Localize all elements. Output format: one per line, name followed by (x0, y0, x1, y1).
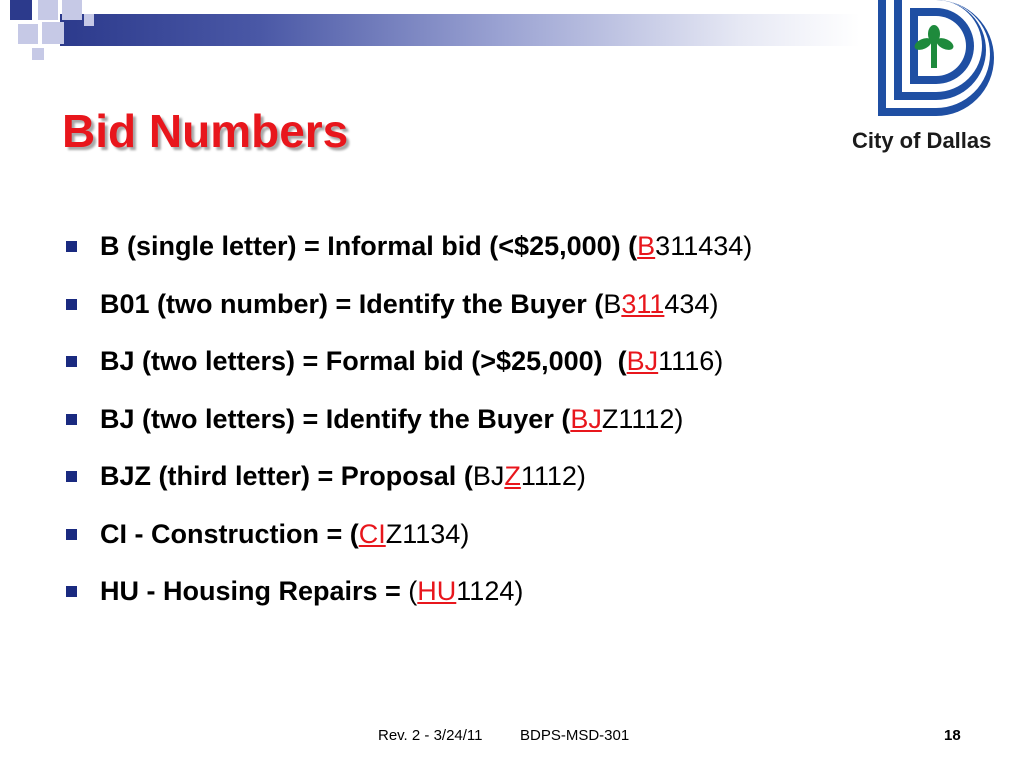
example-highlight: Z (504, 461, 521, 491)
example-suffix: 1112 (520, 461, 577, 491)
bullet-item (62, 284, 962, 342)
example-highlight: HU (417, 576, 457, 606)
paren-open: ( (602, 346, 627, 376)
example-prefix: BJ (472, 461, 505, 491)
bullet-item (62, 341, 962, 399)
example-suffix: 311434 (655, 231, 744, 261)
example-highlight: 311 (621, 288, 665, 319)
example-highlight: BJ (570, 403, 602, 434)
example-suffix: Z1112 (601, 403, 675, 434)
square-bullet-icon (66, 299, 77, 310)
paren-close: ) (709, 288, 719, 319)
paren-open: ( (342, 518, 359, 549)
bullet-text (100, 456, 586, 496)
example-prefix: B (603, 288, 622, 319)
city-of-dallas-logo-icon (876, 0, 1006, 124)
bullet-label: BJ (two letters) = Formal bid (>$25,000) (100, 346, 603, 376)
decor-square (62, 0, 82, 20)
paren-open: ( (400, 576, 418, 606)
bullet-item (62, 226, 962, 284)
decor-square (84, 14, 94, 26)
bullet-label: HU - Housing Repairs = (100, 576, 401, 606)
bullet-item (62, 571, 962, 629)
paren-open: ( (553, 403, 571, 434)
bullet-list (62, 226, 962, 629)
example-highlight: BJ (626, 346, 659, 376)
paren-open: ( (620, 231, 638, 261)
bullet-text (100, 226, 752, 266)
bullet-label: B (single letter) = Informal bid (<$25,000) (100, 231, 621, 261)
paren-close: ) (714, 346, 724, 376)
bullet-label: B01 (two number) = Identify the Buyer (100, 288, 587, 319)
paren-close: ) (674, 403, 684, 434)
decor-square (18, 24, 38, 44)
bullet-item (62, 456, 962, 514)
square-bullet-icon (66, 529, 77, 540)
decor-square (32, 48, 44, 60)
bullet-text (100, 514, 469, 554)
paren-close: ) (576, 461, 586, 491)
example-highlight: CI (358, 518, 386, 549)
paren-close: ) (743, 231, 753, 261)
bullet-text (100, 399, 683, 439)
slide-title: Bid Numbers (62, 105, 349, 157)
header-gradient-bar (60, 14, 860, 46)
bullet-text (100, 341, 723, 381)
square-bullet-icon (66, 586, 77, 597)
logo-text: City of Dallas (852, 128, 992, 153)
bullet-label: BJ (two letters) = Identify the Buyer (100, 403, 554, 434)
example-suffix: 434 (664, 288, 710, 319)
example-suffix: Z1134 (385, 518, 461, 549)
footer-revision: Rev. 2 - 3/24/11 (378, 727, 483, 744)
example-highlight: B (637, 231, 656, 261)
bullet-label: BJZ (third letter) = Proposal (100, 461, 457, 491)
square-bullet-icon (66, 471, 77, 482)
paren-close: ) (460, 518, 470, 549)
bullet-label: CI - Construction = (100, 518, 343, 549)
bullet-item (62, 514, 962, 572)
paren-open: ( (456, 461, 473, 491)
footer-page-number: 18 (944, 727, 961, 744)
paren-open: ( (586, 288, 604, 319)
bullet-text (100, 284, 718, 324)
square-bullet-icon (66, 414, 77, 425)
decor-square (10, 0, 32, 20)
decor-square (38, 0, 58, 20)
decor-square (42, 22, 64, 44)
paren-close: ) (514, 576, 524, 606)
square-bullet-icon (66, 241, 77, 252)
footer-doc-code: BDPS-MSD-301 (520, 727, 630, 744)
example-suffix: 1124 (456, 576, 515, 606)
bullet-text (100, 571, 523, 611)
example-suffix: 1116 (658, 346, 715, 376)
square-bullet-icon (66, 356, 77, 367)
bullet-item (62, 399, 962, 457)
